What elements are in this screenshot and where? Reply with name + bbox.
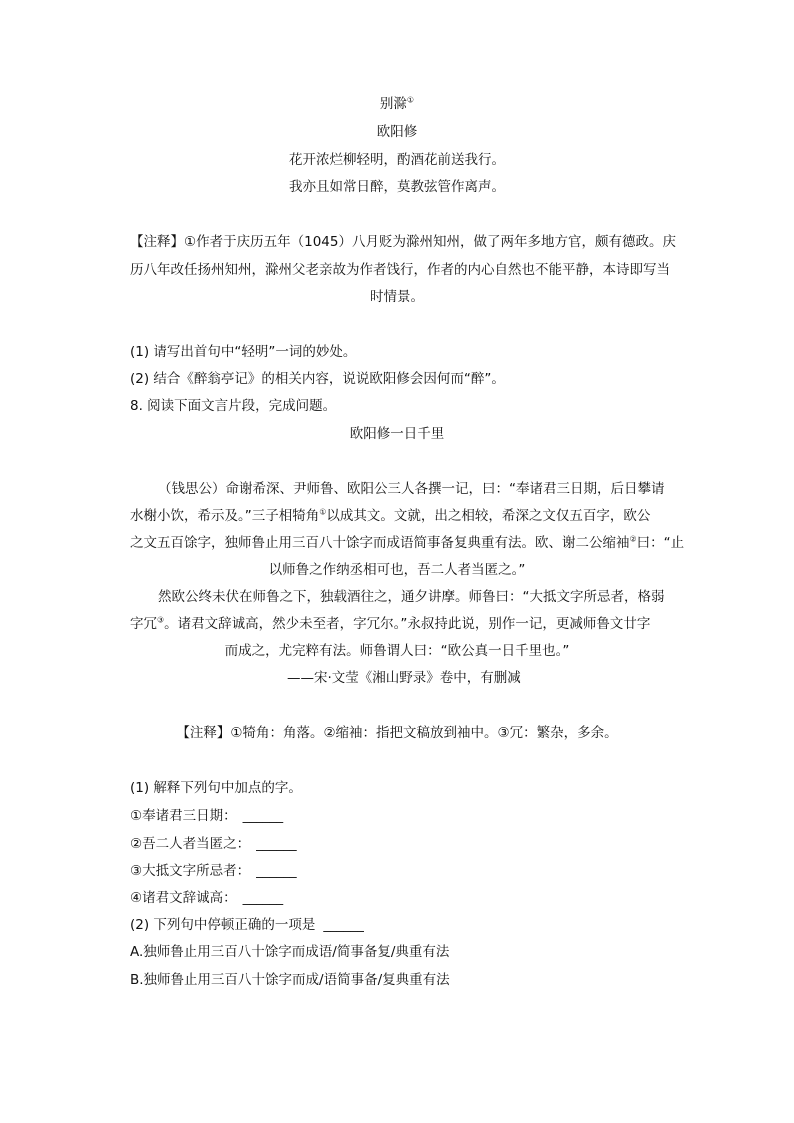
passage-line-5: 然欧公终未伏在师鲁之下，独载酒往之，通夕讲摩。师鲁曰：“大抵文字所忌者，格弱 <box>158 589 665 605</box>
answer-blank[interactable]: ______ <box>242 890 284 906</box>
question-text: (2) 下列句中停顿正确的一项是 <box>130 917 316 933</box>
answer-blank[interactable]: ______ <box>323 917 364 933</box>
passage-line-6 <box>130 615 650 633</box>
answer-blank[interactable]: ______ <box>242 808 284 824</box>
question-2 <box>130 916 364 934</box>
passage-text: 以成其文。文就，出之相较，希深之文仅五百字，欧公 <box>326 508 651 524</box>
poem-line-1: 花开浓烂柳轻明，酌酒花前送我行。 <box>289 152 505 168</box>
passage-title: 欧阳修一日千里 <box>349 426 445 442</box>
passage-text: 之文五百馀字，独师鲁止用三百八十馀字而成语简事备复典重有法。欧、谢二公缩袖 <box>130 535 630 551</box>
passage-text: 曰：“止 <box>636 535 685 551</box>
question-1-item-3 <box>130 862 297 880</box>
footnote-marker: ① <box>406 95 415 105</box>
answer-blank[interactable]: ______ <box>256 836 297 852</box>
question-1: (1) 解释下列句中加点的字。 <box>130 780 302 796</box>
poem-question-1: (1) 请写出首句中“轻明”一词的妙处。 <box>130 344 357 360</box>
poem-title <box>0 95 794 113</box>
poem-note-line-3: 时情景。 <box>370 289 424 305</box>
passage-text: 字冗 <box>130 616 157 632</box>
answer-blank[interactable]: ______ <box>256 863 297 879</box>
question-1-item-2 <box>130 835 297 853</box>
passage-note: 【注释】①犄角：角落。②缩袖：指把文稿放到袖中。③冗：繁杂，多余。 <box>176 725 618 741</box>
passage-line-3 <box>130 534 684 552</box>
passage-text: 水榭小饮，希示及。”三子相犄角 <box>130 508 320 524</box>
item-text: ②吾二人者当匿之： <box>130 836 251 852</box>
footnote-marker: ③ <box>157 615 165 625</box>
item-text: ①奉诸君三日期： <box>130 808 237 824</box>
option-b: B.独师鲁止用三百八十馀字而成/语简事备/复典重有法 <box>130 972 450 988</box>
option-a: A.独师鲁止用三百八十馀字而成语/简事备复/典重有法 <box>130 944 450 960</box>
question-8-heading: 8. 阅读下面文言片段，完成问题。 <box>130 398 337 414</box>
passage-line-7: 而成之，尤完粹有法。师鲁谓人曰：“欧公真一日千里也。” <box>224 643 570 659</box>
question-1-item-1 <box>130 807 283 825</box>
poem-author: 欧阳修 <box>376 124 418 140</box>
poem-note-line-1: 【注释】①作者于庆历五年（1045）八月贬为滁州知州，做了两年多地方官，颇有德政。庆 <box>130 234 676 250</box>
item-text: ④诸君文辞诚高： <box>130 890 237 906</box>
passage-source: ——宋·文莹《湘山野录》卷中，有删减 <box>287 670 521 686</box>
poem-title-text: 别滁 <box>379 96 407 112</box>
footnote-marker: ① <box>319 507 327 517</box>
item-text: ③大抵文字所忌者： <box>130 863 251 879</box>
passage-line-4: 以师鲁之作纳丞相可也，吾二人者当匿之。” <box>268 562 526 578</box>
question-1-item-4 <box>130 889 283 907</box>
passage-line-2 <box>130 507 650 525</box>
passage-line-1: （钱思公）命谢希深、尹师鲁、欧阳公三人各撰一记，曰：“奉诸君三日期，后日攀请 <box>158 481 665 497</box>
passage-text: 。诸君文辞诚高，然少未至者，字冗尔。”永叔持此说，别作一记，更减师鲁文廿字 <box>164 616 651 632</box>
poem-question-2: (2) 结合《醉翁亭记》的相关内容，说说欧阳修会因何而“醉”。 <box>130 371 505 387</box>
poem-note-line-2: 历八年改任扬州知州，滁州父老亲故为作者饯行，作者的内心自然也不能平静，本诗即写当 <box>130 262 670 278</box>
poem-line-2: 我亦且如常日醉，莫教弦管作离声。 <box>289 179 505 195</box>
footnote-marker: ② <box>629 534 637 544</box>
